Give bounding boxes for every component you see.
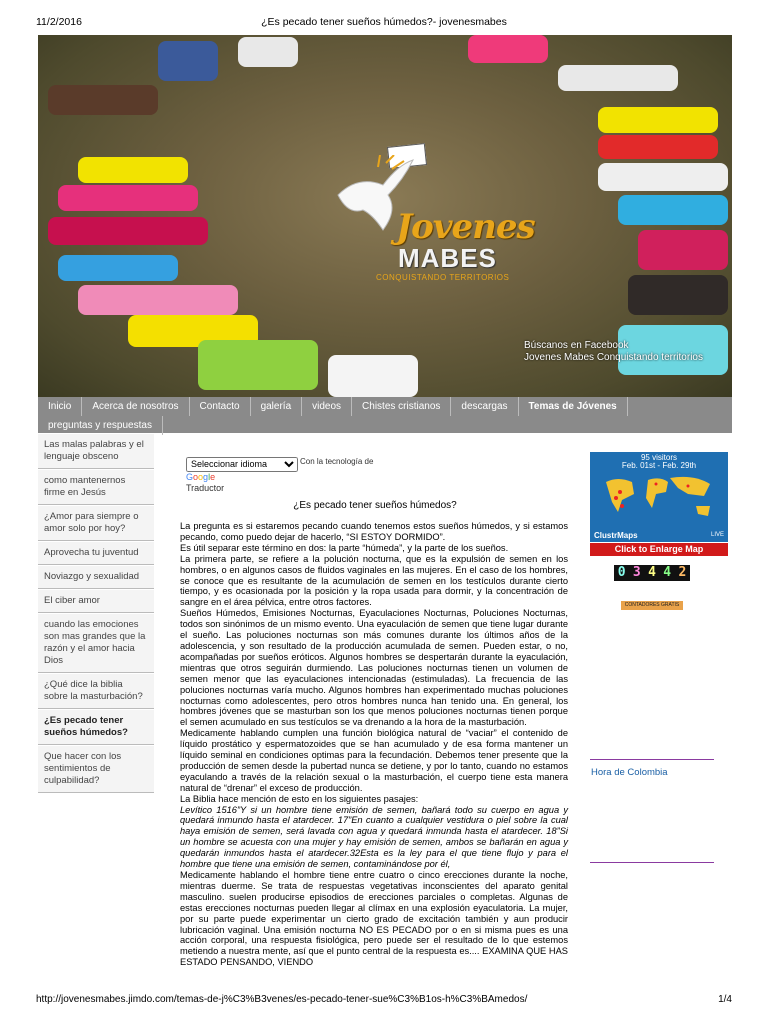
header-banner: [38, 35, 732, 397]
nav-item[interactable]: Contacto: [190, 397, 251, 416]
divider: [590, 862, 714, 863]
banner-person: [158, 41, 218, 81]
banner-person: [638, 230, 728, 270]
banner-person: [598, 107, 718, 133]
sidebar-item[interactable]: El ciber amor: [38, 590, 154, 613]
nav-item[interactable]: Temas de Jóvenes: [519, 397, 628, 416]
print-title: ¿Es pecado tener sueños húmedos?- jovenesmabes: [261, 16, 507, 28]
language-select[interactable]: [186, 457, 298, 472]
sidebar-item[interactable]: Aprovecha tu juventud: [38, 542, 154, 565]
print-header: [0, 0, 768, 36]
sidebar-item[interactable]: Noviazgo y sexualidad: [38, 566, 154, 589]
nav-item[interactable]: videos: [302, 397, 352, 416]
article-paragraph: Sueños Húmedos, Emisiones Nocturnas, Eyaculaciones Nocturnas, Poluciones Nocturnas, todos son sinónimos de un mismo evento. Una eyaculación de semen que tiene lugar durante el sueño. Las poluciones nocturnas son más comunes durante los últimos años de la adolescencia, y son resultado de la producción acumulada de semen. Pueden estar, o no, acompañadas por sueños eróticos. Algunos hombres se despertarán durante la eyaculación, mientras que otros seguirán durmiendo. Las poluciones nocturnas tienen un volumen de semen menor que las eyaculaciones intencionadas (estimuladas). La frecuencia de las poluciones nocturnas varía mucho. Algunos hombres han experimentado muchas poluciones nocturnas como adolescentes, pero otros hombres nunca han tenido una. En general, los hombres jóvenes que se masturban son los que menos poluciones nocturnas tienen porque el semen acumulado en sus testículos se va drenando a la hora de la masturbación.: [180, 608, 568, 728]
article-paragraph: Es útil separar este término en dos: la parte “húmeda”, y la parte de los sueños.: [180, 542, 509, 553]
google-translate-widget: [186, 454, 374, 493]
nav-item[interactable]: Acerca de nosotros: [82, 397, 189, 416]
sidebar-menu: [38, 434, 154, 794]
nav-item[interactable]: Inicio: [38, 397, 82, 416]
scripture-quote: Levítico 1516”Y si un hombre tiene emisión de semen, bañará todo su cuerpo en agua y quedará inmundo hasta el atardecer. 17”En cuanto a cualquier vestidura o piel sobre la cual haya emisión de semen, será lavada con agua y quedará inmunda hasta el atardecer. 18”Si un hombre se acuesta con una mujer y hay emisión de semen, ambos se bañarán en agua y quedarán inmundos hasta el atardecer.32Esta es la ley para el que tiene flujo y para el hombre que tiene una emisión de semen, contaminándose por él,: [180, 804, 568, 870]
banner-person: [58, 185, 198, 211]
sidebar-item[interactable]: como mantenernos firme en Jesús: [38, 470, 154, 505]
banner-person: [58, 255, 178, 281]
nav-item[interactable]: descargas: [451, 397, 518, 416]
logo-mabes-text: MABES: [398, 243, 497, 273]
nav-row-1: [38, 397, 628, 416]
article-paragraph: Medicamente hablando el hombre tiene entre cuatro o cinco erecciones durante la noche, mientras duerme. Se trata de respuestas vegetativas inconscientes del aparato genital masculino. suelen producirse episodios de erecciones parciales o completas. Algunas de estas erecciones nocturnas pueden llegar al clímax en una explosión eyaculatoria. La mujer, por su parte puede experimentar un cierto grado de excitación también y aun producir lubricación vaginal. Una emisión nocturna NO ES PECADO por o en si misma pues es una acción corporal, una respuesta fisiológica, pero puede ser el resultado de lo que estemos metiendo a nuestra mente, así que el punto central de la respuesta es.... EXAMINA QUE HAS ESTADO PENSANDO, VIENDO: [180, 870, 568, 968]
nav-item[interactable]: preguntas y respuestas: [38, 416, 163, 435]
sidebar-item[interactable]: ¿Qué dice la biblia sobre la masturbación?: [38, 674, 154, 709]
translator-label: Traductor: [186, 483, 225, 493]
article-title: ¿Es pecado tener sueños húmedos?: [293, 500, 457, 511]
banner-person: [468, 35, 548, 63]
clustrmaps-brand: ClustrMaps: [594, 531, 638, 540]
banner-person: [328, 355, 418, 397]
print-date: 11/2/2016: [36, 16, 82, 28]
nav-item[interactable]: Chistes cristianos: [352, 397, 451, 416]
live-label: LIVE: [710, 532, 724, 538]
banner-person: [198, 340, 318, 390]
powered-by-text: Con la tecnología de: [300, 457, 374, 466]
sidebar-item[interactable]: ¿Es pecado tener sueños húmedos?: [38, 710, 154, 745]
article-paragraph: La primera parte, se refiere a la polución nocturna, que es la expulsión de semen en los hombres, o en algunos casos de fluidos vaginales en las mujeres. En el caso de los hombres, se conoce que es resultante de la acumulación de semen en los testículos durante cierto tiempo, y es ocasionada por la posición y la ropa usada para dormir, y la concentración de sangre en el área pélvica, entre otros factores.: [180, 553, 568, 608]
sidebar-item[interactable]: Las malas palabras y el lenguaje obsceno: [38, 434, 154, 469]
nav-item[interactable]: galería: [251, 397, 303, 416]
google-logo[interactable]: Google: [186, 472, 216, 482]
banner-person: [598, 135, 718, 159]
article-paragraph: La pregunta es si estaremos pecando cuando tenemos estos sueños húmedos, y si estamos pecando, como puedo dejar de hacerlo, “SI ESTOY DORMIDO”.: [180, 521, 568, 542]
banner-person: [558, 65, 678, 91]
world-map-icon: [598, 472, 720, 524]
logo-jovenes-text: Jovenes: [396, 207, 535, 247]
banner-person: [628, 275, 728, 315]
article-body: [180, 521, 568, 968]
enlarge-map-button[interactable]: Click to Enlarge Map: [590, 543, 728, 556]
article-paragraph: La Biblia hace mención de esto en los siguientes pasajes:: [180, 793, 419, 804]
banner-person: [618, 195, 728, 225]
nav-row-2: [38, 416, 163, 433]
facebook-caption[interactable]: [524, 340, 703, 364]
visitor-date-range: Feb. 01st - Feb. 29th: [621, 461, 697, 470]
print-footer: [0, 994, 768, 1014]
hit-counter[interactable]: 0 3 4 4 2: [614, 565, 690, 581]
main-navigation: [38, 397, 732, 433]
jovenes-mabes-logo: [328, 145, 535, 295]
article-paragraph: Medicamente hablando cumplen una función biológica natural de “vaciar” el contenido de líquido prostático y espermatozoides que se han acumulado y de esa forma mantener un líquido seminal en condiciones optimas para la fecundación. Debemos tener presente que la producción de semen desde la pubertad nunca se detiene, y por lo tanto, cuando no estamos eyaculando a través de la relación sexual o la masturbación, el cuerpo tiene esta manera natural de “drenar” el exceso de producción.: [180, 728, 568, 793]
banner-person: [48, 217, 208, 245]
banner-person: [238, 37, 298, 67]
visitor-count: 95 visitors: [640, 453, 677, 462]
banner-person: [598, 163, 728, 191]
free-counter-badge[interactable]: CONTADORES GRATIS: [621, 601, 683, 610]
sidebar-item[interactable]: cuando las emociones son mas grandes que la razón y el amor hacia Dios: [38, 614, 154, 673]
sidebar-item[interactable]: ¿Amor para siempre o amor solo por hoy?: [38, 506, 154, 541]
print-page-number: 1/4: [718, 994, 732, 1005]
facebook-line-2: Jovenes Mabes Conquistando territorios: [524, 352, 703, 363]
divider: [590, 759, 714, 760]
print-url: http://jovenesmabes.jimdo.com/temas-de-j%C3%B3venes/es-pecado-tener-sue%C3%B1os-h%C3%BAmedos/: [36, 994, 528, 1005]
hora-colombia-link[interactable]: Hora de Colombia: [591, 767, 668, 778]
visitor-map-widget[interactable]: [590, 452, 728, 542]
banner-person: [48, 85, 158, 115]
banner-person: [78, 157, 188, 183]
facebook-line-1: Búscanos en Facebook: [524, 340, 629, 351]
sidebar-item[interactable]: Que hacer con los sentimientos de culpabilidad?: [38, 746, 154, 793]
logo-slogan: CONQUISTANDO TERRITORIOS: [376, 273, 510, 282]
banner-person: [78, 285, 238, 315]
